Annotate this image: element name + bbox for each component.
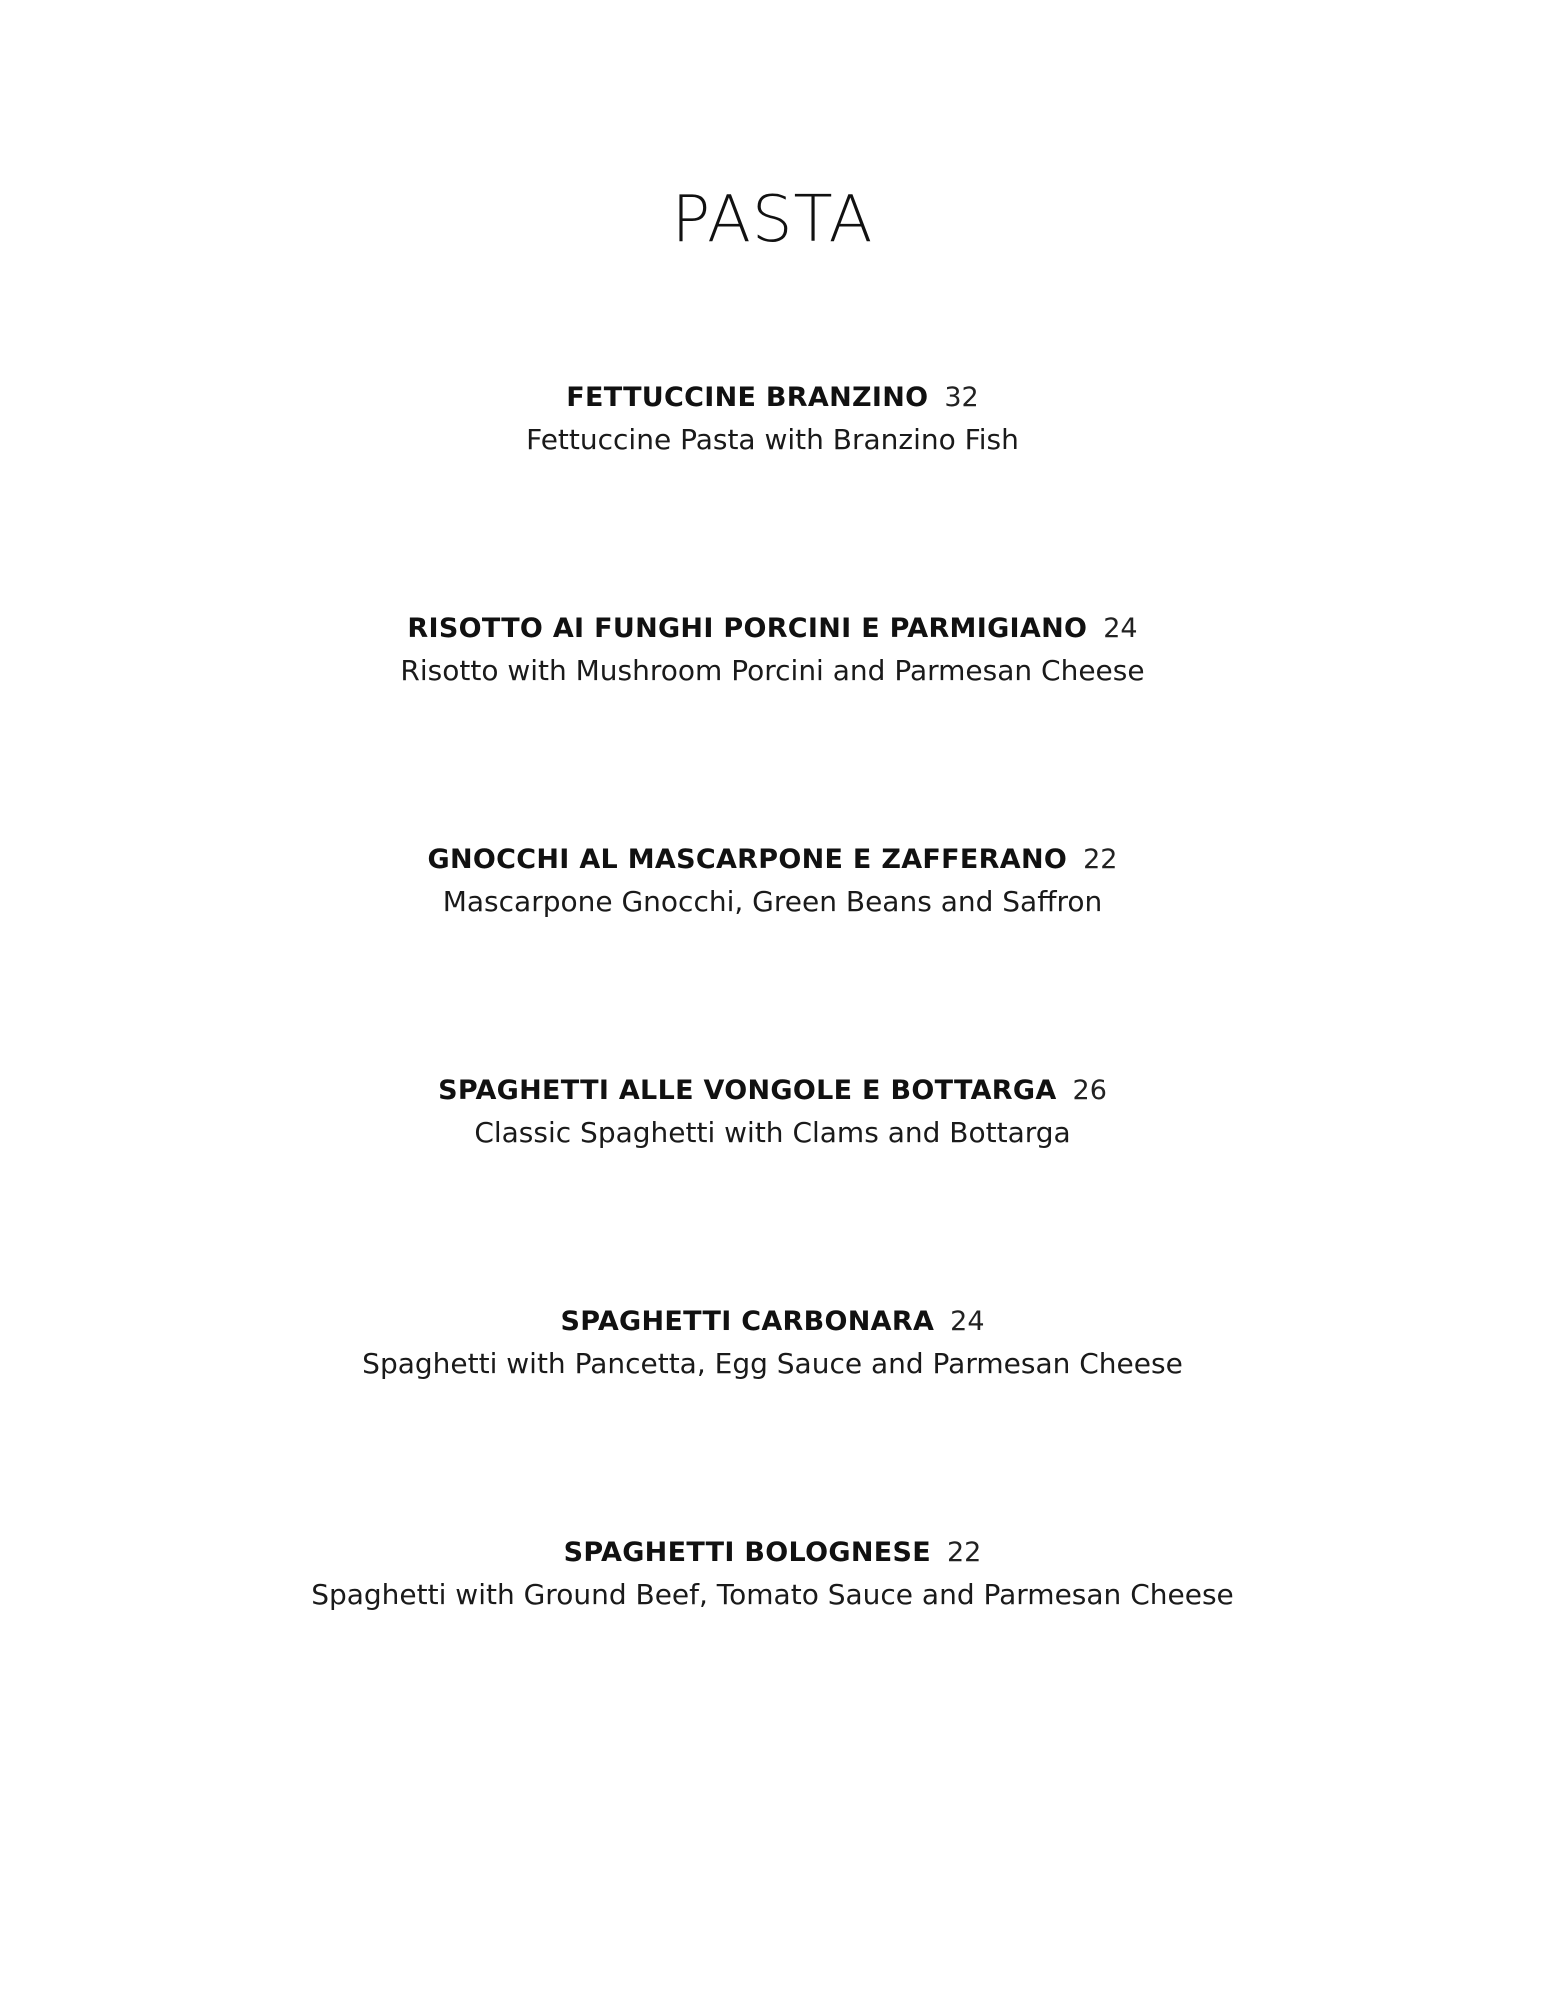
menu-item [0,1533,1545,1617]
menu-item [0,840,1545,924]
menu-item-description: Spaghetti with Ground Beef, Tomato Sauce and Parmesan Cheese [311,1578,1234,1611]
menu-item-description: Mascarpone Gnocchi, Green Beans and Saffron [442,885,1103,918]
menu-item-price: 22 [946,1537,982,1568]
menu-item-name: SPAGHETTI CARBONARA [560,1306,935,1337]
menu-item-price: 24 [950,1306,985,1337]
menu-item-price: 24 [1103,613,1138,644]
menu-item [0,378,1545,462]
menu-item-header [0,1302,1545,1342]
menu-item-header [0,1533,1545,1573]
menu-item-description: Fettuccine Pasta with Branzino Fish [526,423,1019,456]
menu-item-header [0,1071,1545,1111]
menu-item-name: GNOCCHI AL MASCARPONE E ZAFFERANO [427,844,1068,875]
menu-item-price: 22 [1083,844,1118,875]
menu-item-name: SPAGHETTI ALLE VONGOLE E BOTTARGA [438,1075,1057,1106]
menu-item-price: 32 [944,382,979,413]
menu-section-title: PASTA [671,183,874,257]
menu-item-description: Classic Spaghetti with Clams and Bottarga [474,1116,1071,1149]
menu-item-description: Spaghetti with Pancetta, Egg Sauce and Parmesan Cheese [362,1347,1183,1380]
menu-item [0,1302,1545,1386]
menu-item-name: RISOTTO AI FUNGHI PORCINI E PARMIGIANO [407,613,1088,644]
menu-item-name: FETTUCCINE BRANZINO [566,382,929,413]
menu-item-header [0,609,1545,649]
menu-item-header [0,378,1545,418]
menu-item-description: Risotto with Mushroom Porcini and Parmesan Cheese [400,654,1145,687]
menu-item [0,1071,1545,1155]
menu-item-price: 26 [1072,1075,1107,1106]
menu-item-name: SPAGHETTI BOLOGNESE [563,1537,931,1568]
menu-item-header [0,840,1545,880]
menu-item [0,609,1545,693]
